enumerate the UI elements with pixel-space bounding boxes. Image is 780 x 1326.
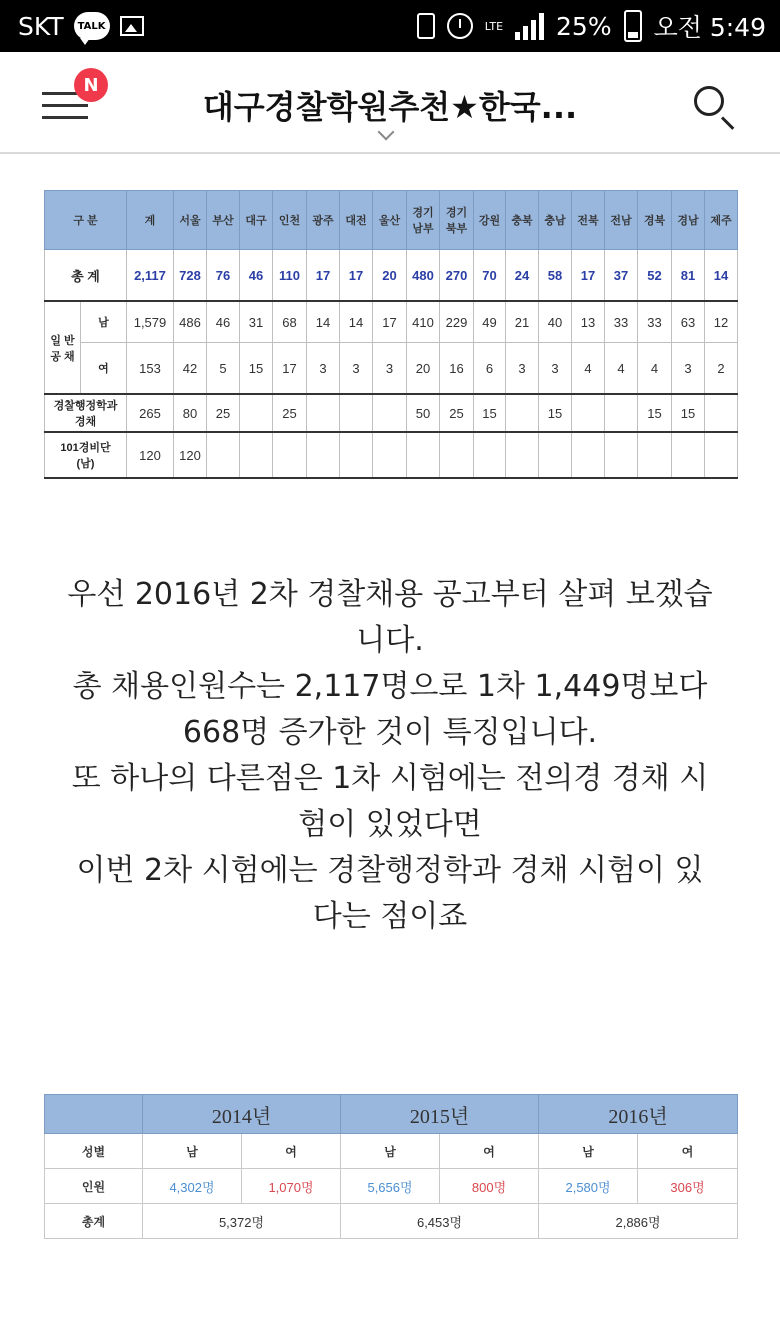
guard-value — [440, 432, 474, 478]
male-value: 14 — [340, 301, 373, 343]
column-header: 경북 — [638, 191, 672, 250]
total-value: 270 — [440, 250, 474, 302]
male-value: 68 — [273, 301, 307, 343]
year-2016: 2016년 — [539, 1095, 738, 1134]
male-label: 남 — [539, 1134, 638, 1169]
year-2014: 2014년 — [143, 1095, 341, 1134]
blog-title[interactable]: 대구경찰학원추천★한국... — [202, 88, 578, 126]
female-value: 4 — [638, 343, 672, 395]
guard-value — [407, 432, 440, 478]
column-header: 전북 — [572, 191, 605, 250]
alarm-icon — [447, 13, 473, 39]
table-row-total — [45, 250, 738, 302]
admin-value — [705, 394, 738, 432]
guard-value — [539, 432, 572, 478]
new-badge: N — [74, 68, 108, 102]
lte-icon: LTE — [484, 19, 504, 33]
male-label: 남 — [341, 1134, 440, 1169]
status-bar-left — [18, 0, 144, 52]
male-value: 46 — [207, 301, 240, 343]
guard-value: 120 — [174, 432, 207, 478]
admin-value: 50 — [407, 394, 440, 432]
column-header: 대구 — [240, 191, 273, 250]
total-value: 17 — [572, 250, 605, 302]
battery-percent: 25% — [556, 11, 612, 41]
total-value: 46 — [240, 250, 273, 302]
male-count: 4,302명 — [143, 1169, 242, 1204]
female-value: 3 — [373, 343, 407, 395]
guard-value — [273, 432, 307, 478]
column-header: 강원 — [474, 191, 506, 250]
female-value: 42 — [174, 343, 207, 395]
count-label: 인원 — [45, 1169, 143, 1204]
female-value: 3 — [307, 343, 340, 395]
female-value: 4 — [605, 343, 638, 395]
text-line: 668명 증가한 것이 특징입니다. — [182, 715, 598, 750]
row-label: 101경비단 (남) — [45, 432, 127, 478]
year-2015: 2015년 — [341, 1095, 539, 1134]
female-count: 306명 — [638, 1169, 738, 1204]
female-value: 3 — [539, 343, 572, 395]
yearly-recruitment-table — [44, 1094, 738, 1239]
clock: 오전 5:49 — [653, 13, 766, 42]
male-value: 1,579 — [127, 301, 174, 343]
total-value: 110 — [273, 250, 307, 302]
status-bar-right — [417, 0, 766, 52]
female-value: 5 — [207, 343, 240, 395]
post-body-text — [44, 572, 736, 940]
admin-value — [240, 394, 273, 432]
table-row-guard — [45, 432, 738, 478]
female-value: 153 — [127, 343, 174, 395]
male-value: 33 — [638, 301, 672, 343]
total-value: 24 — [506, 250, 539, 302]
guard-value — [705, 432, 738, 478]
vibrate-icon — [417, 13, 435, 39]
column-header: 울산 — [373, 191, 407, 250]
admin-value: 15 — [474, 394, 506, 432]
male-count: 5,656명 — [341, 1169, 440, 1204]
female-label: 여 — [242, 1134, 341, 1169]
female-label: 여 — [638, 1134, 738, 1169]
female-value: 6 — [474, 343, 506, 395]
total-2016: 2,886명 — [539, 1204, 738, 1239]
row-label: 남 — [81, 301, 127, 343]
battery-icon — [624, 10, 642, 42]
male-value: 49 — [474, 301, 506, 343]
year-corner-cell — [45, 1095, 143, 1134]
admin-value: 25 — [273, 394, 307, 432]
column-header: 부산 — [207, 191, 240, 250]
female-value: 15 — [240, 343, 273, 395]
column-header: 계 — [127, 191, 174, 250]
female-value: 20 — [407, 343, 440, 395]
total-value: 20 — [373, 250, 407, 302]
kakaotalk-icon: TALK — [74, 12, 110, 40]
total-value: 70 — [474, 250, 506, 302]
total-value: 76 — [207, 250, 240, 302]
year-header-row — [45, 1095, 738, 1134]
text-line: 또 하나의 다른점은 1차 시험에는 전의경 경채 시 — [71, 761, 709, 796]
male-value: 63 — [672, 301, 705, 343]
male-value: 33 — [605, 301, 638, 343]
row-label: 총 계 — [45, 250, 127, 302]
table-header-row — [45, 191, 738, 250]
male-value: 17 — [373, 301, 407, 343]
column-header: 광주 — [307, 191, 340, 250]
male-value: 229 — [440, 301, 474, 343]
admin-value: 25 — [207, 394, 240, 432]
admin-value — [572, 394, 605, 432]
guard-value — [672, 432, 705, 478]
total-label: 총계 — [45, 1204, 143, 1239]
total-value: 2,117 — [127, 250, 174, 302]
guard-value — [638, 432, 672, 478]
male-value: 13 — [572, 301, 605, 343]
total-value: 17 — [340, 250, 373, 302]
column-header: 충남 — [539, 191, 572, 250]
app-header — [0, 52, 780, 154]
column-header: 구 분 — [45, 191, 127, 250]
male-value: 40 — [539, 301, 572, 343]
female-value: 3 — [340, 343, 373, 395]
admin-value: 80 — [174, 394, 207, 432]
female-count: 1,070명 — [242, 1169, 341, 1204]
admin-value — [373, 394, 407, 432]
text-line: 다는 점이죠 — [312, 899, 468, 934]
admin-value: 15 — [638, 394, 672, 432]
female-count: 800명 — [440, 1169, 539, 1204]
female-value: 17 — [273, 343, 307, 395]
column-header: 대전 — [340, 191, 373, 250]
column-header: 경남 — [672, 191, 705, 250]
guard-value — [605, 432, 638, 478]
male-value: 410 — [407, 301, 440, 343]
column-header: 경기 북부 — [440, 191, 474, 250]
admin-value — [605, 394, 638, 432]
admin-value: 25 — [440, 394, 474, 432]
total-value: 17 — [307, 250, 340, 302]
total-value: 37 — [605, 250, 638, 302]
status-bar — [0, 0, 780, 52]
column-header: 충북 — [506, 191, 539, 250]
female-value: 2 — [705, 343, 738, 395]
recruitment-by-region-table — [44, 190, 738, 479]
female-value: 4 — [572, 343, 605, 395]
column-header: 제주 — [705, 191, 738, 250]
guard-value — [340, 432, 373, 478]
column-header: 인천 — [273, 191, 307, 250]
carrier-label: SKT — [18, 11, 64, 41]
text-line: 우선 2016년 2차 경찰채용 공고부터 살펴 보겠습 — [67, 577, 713, 612]
male-label: 남 — [143, 1134, 242, 1169]
total-value: 480 — [407, 250, 440, 302]
guard-value — [207, 432, 240, 478]
column-header: 전남 — [605, 191, 638, 250]
table-row-male — [45, 301, 738, 343]
guard-value — [240, 432, 273, 478]
text-line: 니다. — [356, 623, 424, 658]
total-2014: 5,372명 — [143, 1204, 341, 1239]
total-row — [45, 1204, 738, 1239]
gender-label: 성별 — [45, 1134, 143, 1169]
guard-value — [307, 432, 340, 478]
row-label: 여 — [81, 343, 127, 395]
admin-value: 15 — [672, 394, 705, 432]
signal-icon — [515, 12, 544, 40]
text-line: 이번 2차 시험에는 경찰행정학과 경채 시험이 있 — [76, 853, 704, 888]
total-2015: 6,453명 — [341, 1204, 539, 1239]
text-line: 험이 있었다면 — [298, 807, 482, 842]
male-value: 12 — [705, 301, 738, 343]
admin-value: 15 — [539, 394, 572, 432]
gallery-icon — [120, 16, 144, 36]
text-line: 총 채용인원수는 2,117명으로 1차 1,449명보다 — [72, 669, 708, 704]
female-value: 3 — [672, 343, 705, 395]
female-value: 16 — [440, 343, 474, 395]
column-header: 서울 — [174, 191, 207, 250]
male-value: 486 — [174, 301, 207, 343]
row-label: 경찰행정학과 경채 — [45, 394, 127, 432]
guard-value — [474, 432, 506, 478]
gender-row — [45, 1134, 738, 1169]
column-header: 경기 남부 — [407, 191, 440, 250]
total-value: 58 — [539, 250, 572, 302]
total-value: 14 — [705, 250, 738, 302]
row-group-label: 일 반 공 채 — [45, 301, 81, 394]
admin-value — [307, 394, 340, 432]
guard-value — [506, 432, 539, 478]
table-row-admin — [45, 394, 738, 432]
admin-value — [340, 394, 373, 432]
guard-value — [572, 432, 605, 478]
search-icon[interactable] — [694, 86, 724, 116]
guard-value — [373, 432, 407, 478]
total-value: 728 — [174, 250, 207, 302]
male-count: 2,580명 — [539, 1169, 638, 1204]
guard-value: 120 — [127, 432, 174, 478]
admin-value — [506, 394, 539, 432]
table-row-female — [45, 343, 738, 395]
admin-value: 265 — [127, 394, 174, 432]
male-value: 14 — [307, 301, 340, 343]
total-value: 81 — [672, 250, 705, 302]
female-label: 여 — [440, 1134, 539, 1169]
male-value: 21 — [506, 301, 539, 343]
count-row — [45, 1169, 738, 1204]
female-value: 3 — [506, 343, 539, 395]
total-value: 52 — [638, 250, 672, 302]
male-value: 31 — [240, 301, 273, 343]
